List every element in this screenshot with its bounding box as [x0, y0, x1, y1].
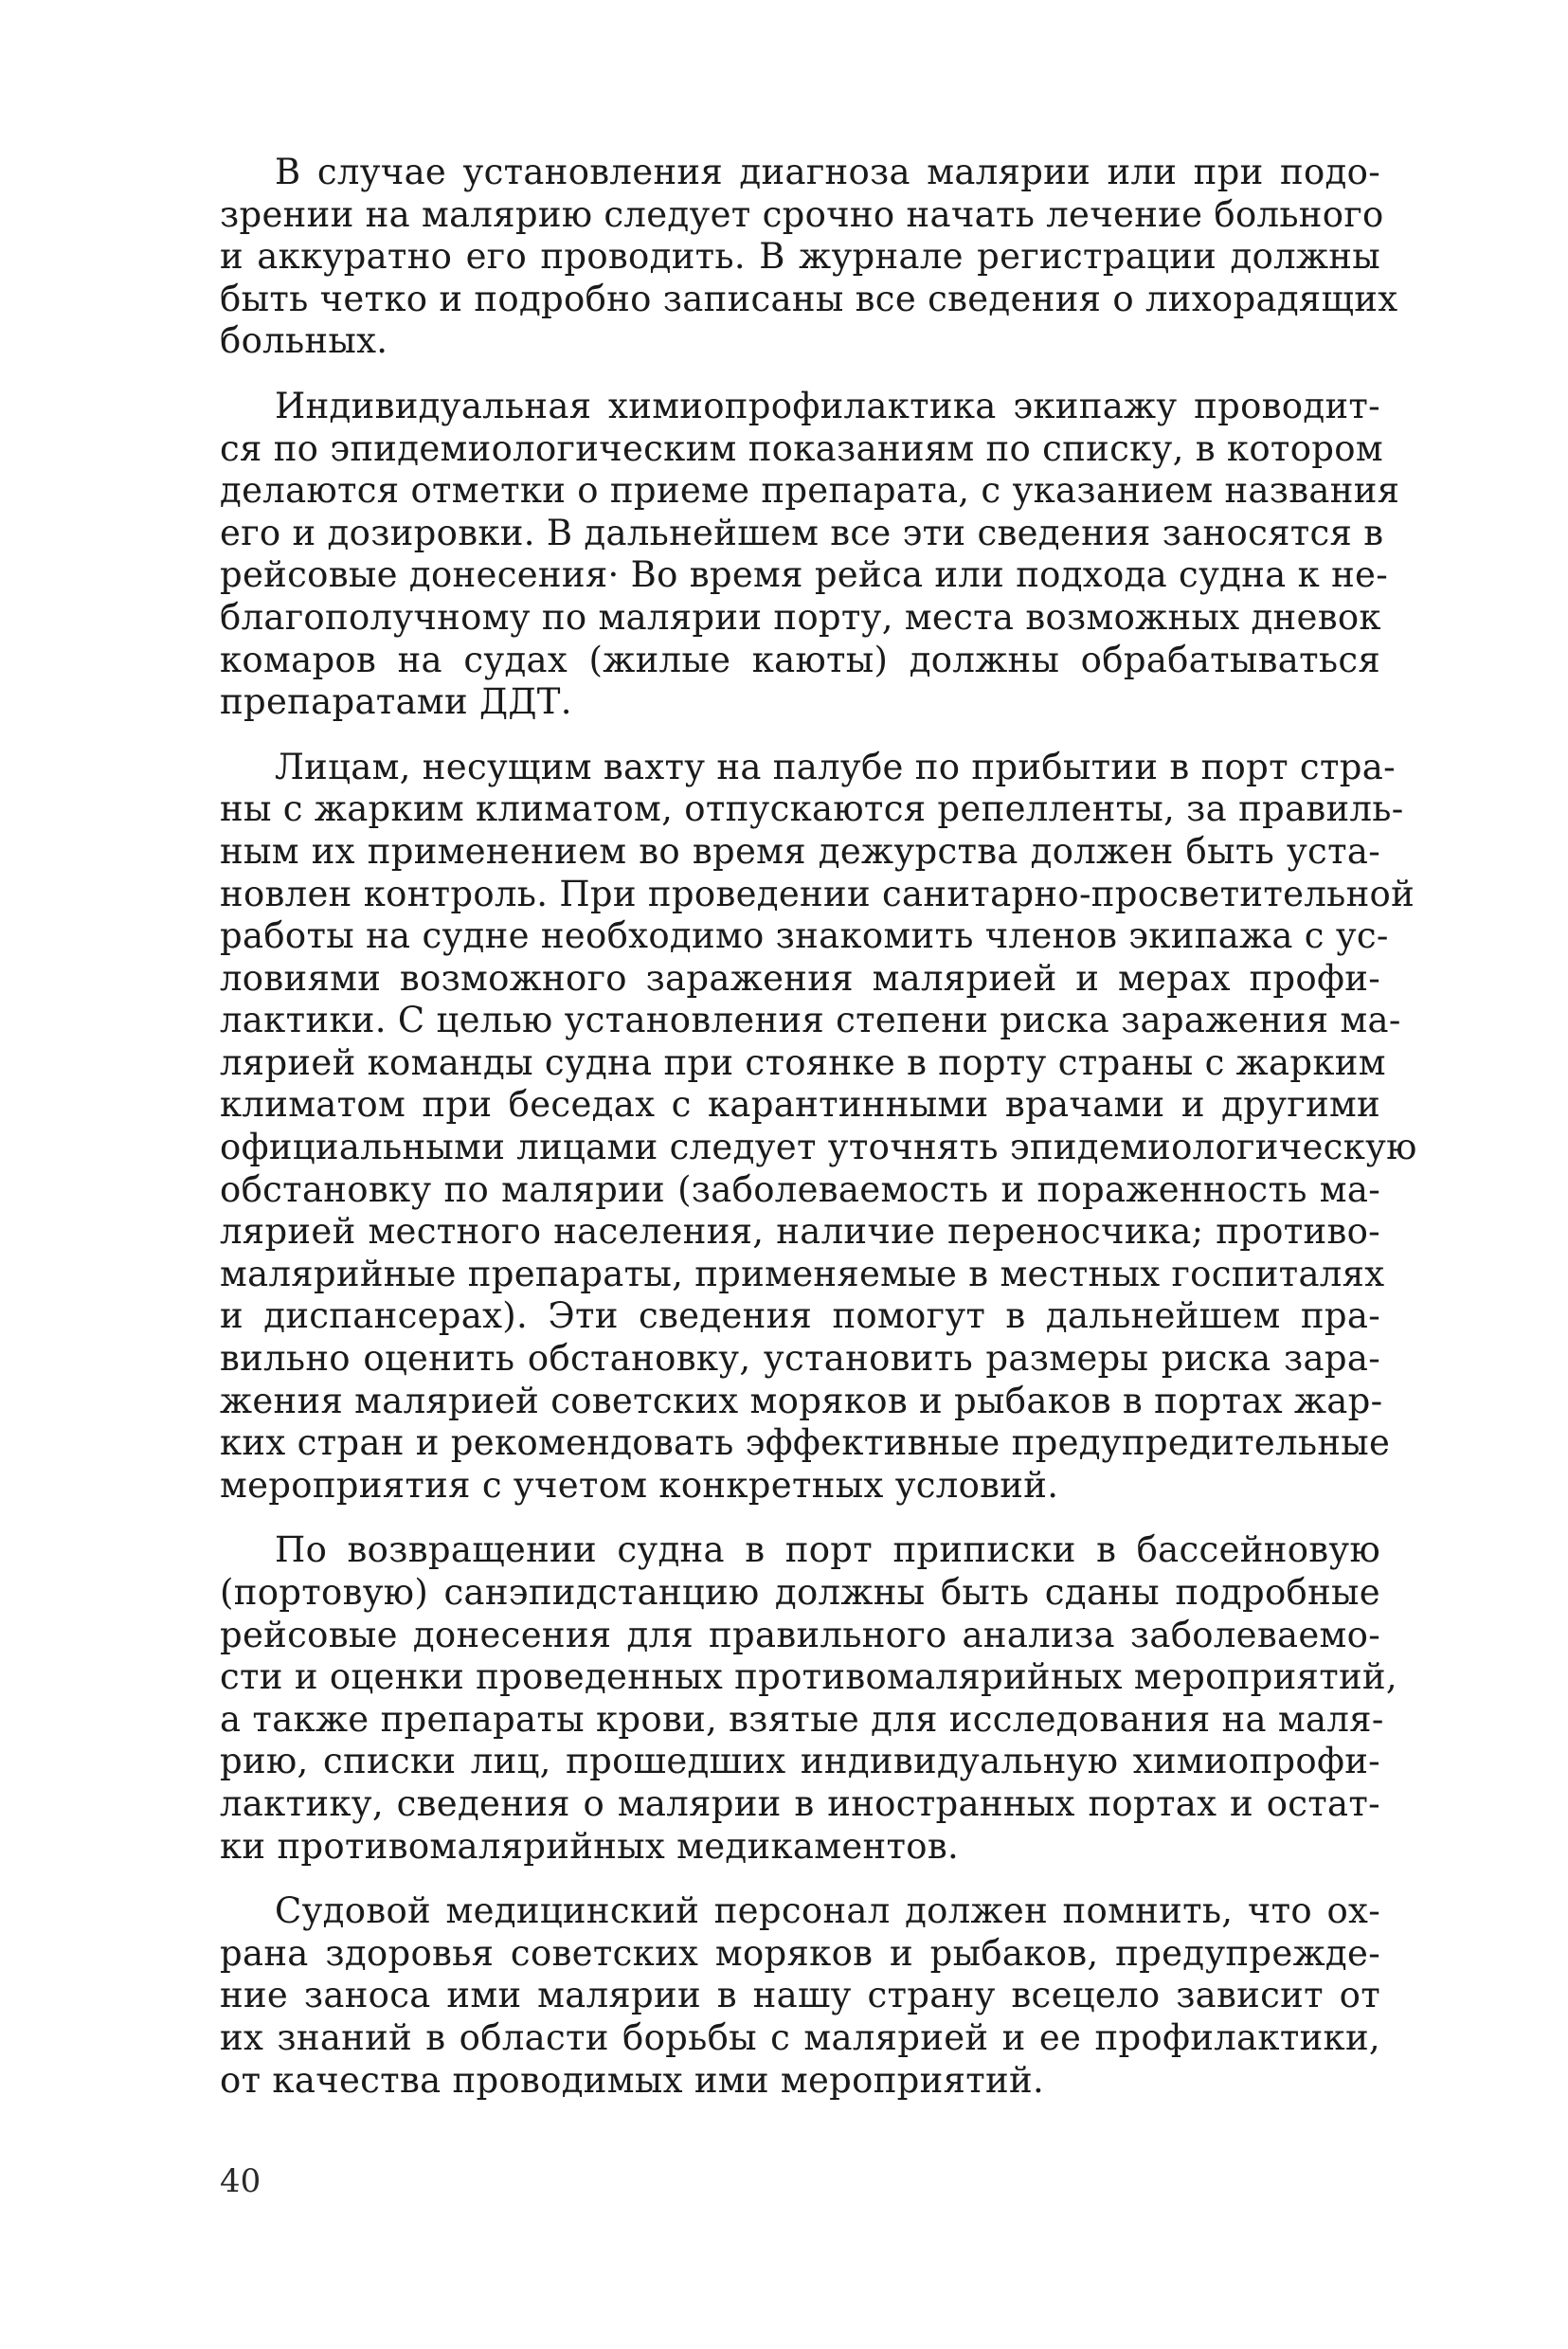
text-line: а также препараты крови, взятые для исследования на маля- [220, 1698, 1384, 1740]
text-line: рейсовые донесения для правильного анализа заболеваемо- [220, 1614, 1380, 1655]
text-line: быть четко и подробно записаны все сведения о лихорадящих [220, 278, 1398, 319]
text-line: По возвращении судна в порт приписки в бассейновую [275, 1529, 1380, 1571]
page-number: 40 [220, 2162, 261, 2200]
text-line: климатом при беседах с карантинными врачами и другими [220, 1084, 1380, 1126]
text-line: делаются отметки о приеме препарата, с указанием названия [220, 470, 1400, 512]
paragraph-2 [220, 385, 1400, 724]
text-line: их знаний в области борьбы с малярией и ее профилактики, [220, 2016, 1380, 2058]
text-line: официальными лицами следует уточнять эпидемиологическую [220, 1127, 1417, 1168]
text-line: Индивидуальная химиопрофилактика экипажу проводит- [275, 385, 1380, 426]
text-line: мероприятия с учетом конкретных условий. [220, 1464, 1059, 1506]
text-line: ких стран и рекомендовать эффективные предупредительные [220, 1422, 1391, 1464]
text-line: лярией команды судна при стоянке в порту страны с жарким [220, 1041, 1386, 1083]
text-line: ны с жарким климатом, отпускаются репелленты, за правиль- [220, 788, 1404, 830]
text-line: лярией местного населения, наличие переносчика; противо- [220, 1211, 1380, 1253]
text-line: благополучному по малярии порту, места возможных дневок [220, 596, 1381, 638]
text-line: рию, списки лиц, прошедших индивидуальную химиопрофи- [220, 1741, 1380, 1782]
paragraph-4 [220, 1529, 1397, 1868]
text-line: ся по эпидемиологическим показаниям по списку, в котором [220, 427, 1383, 469]
text-line: вильно оценить обстановку, установить размеры риска зара- [220, 1338, 1380, 1380]
text-line: (портовую) санэпидстанцию должны быть сданы подробные [220, 1572, 1380, 1613]
text-line: ние заноса ими малярии в нашу страну всецело зависит от [220, 1975, 1380, 2016]
body-text [220, 152, 1417, 2124]
text-line: от качества проводимых ими мероприятий. [220, 2059, 1045, 2101]
text-line: жения малярией советских моряков и рыбаков в портах жар- [220, 1380, 1383, 1421]
text-line: Судовой медицинский персонал должен помнить, что ох- [275, 1890, 1380, 1932]
text-line: и диспансерах). Эти сведения помогут в дальнейшем пра- [220, 1295, 1380, 1337]
text-line: сти и оценки проведенных противомалярийных мероприятий, [220, 1656, 1397, 1698]
text-line: обстановку по малярии (заболеваемость и пораженность ма- [220, 1168, 1380, 1210]
text-line: лактики. С целью установления степени риска заражения ма- [220, 1000, 1401, 1041]
paragraph-1 [220, 152, 1398, 363]
text-line: и аккуратно его проводить. В журнале регистрации должны [220, 236, 1380, 278]
paragraph-3 [220, 746, 1417, 1508]
text-line: рана здоровья советских моряков и рыбаков, предупрежде- [220, 1932, 1380, 1974]
text-line: зрении на малярию следует срочно начать лечение больного [220, 193, 1384, 235]
text-line: ным их применением во время дежурства должен быть уста- [220, 830, 1380, 872]
text-line: малярийные препараты, применяемые в местных госпиталях [220, 1253, 1385, 1294]
text-line: больных. [220, 320, 388, 362]
text-line: работы на судне необходимо знакомить членов экипажа с ус- [220, 915, 1389, 957]
text-line: рейсовые донесения· Во время рейса или подхода судна к не- [220, 554, 1389, 596]
text-line: комаров на судах (жилые каюты) должны обрабатываться [220, 639, 1380, 680]
text-line: его и дозировки. В дальнейшем все эти сведения заносятся в [220, 512, 1384, 553]
paragraph-5 [220, 1890, 1380, 2102]
text-line: препаратами ДДТ. [220, 681, 572, 723]
text-line: Лицам, несущим вахту на палубе по прибытии в порт стра- [275, 746, 1396, 787]
text-line: ловиями возможного заражения малярией и мерах профи- [220, 957, 1380, 999]
text-line: ки противомалярийных медикаментов. [220, 1825, 960, 1867]
text-line: лактику, сведения о малярии в иностранных портах и остат- [220, 1782, 1380, 1824]
text-line: В случае установления диагноза малярии или при подо- [275, 152, 1380, 192]
text-line: новлен контроль. При проведении санитарно-просветительной [220, 873, 1415, 914]
